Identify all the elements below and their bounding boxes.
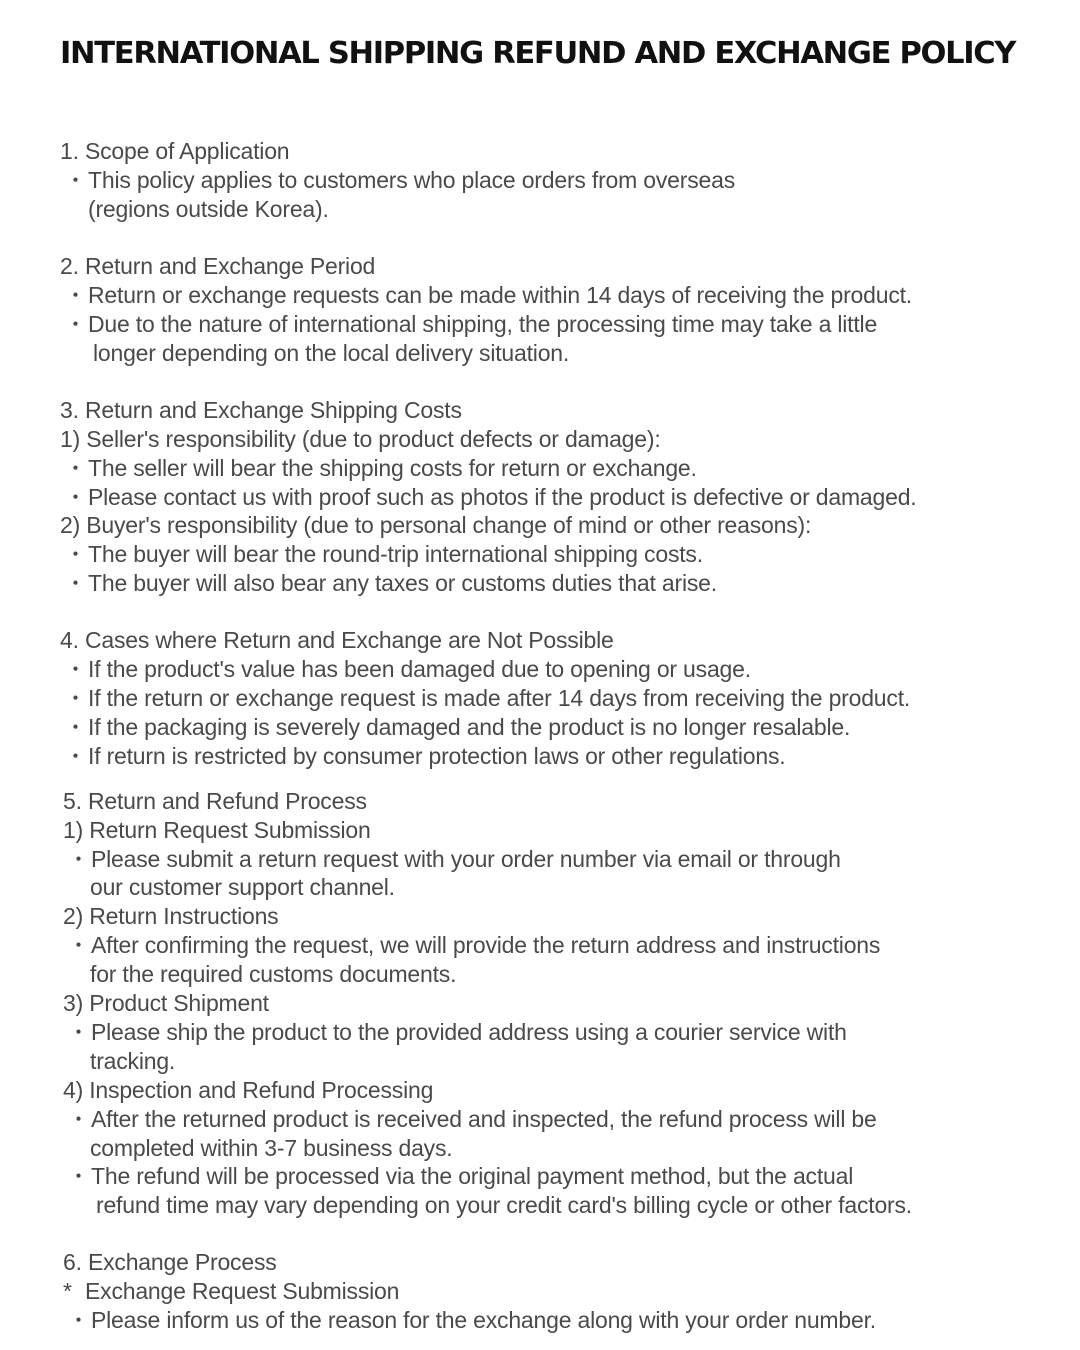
section-6-sub-heading <box>0 1277 1080 1306</box>
bullet-icon: ・ <box>67 845 90 872</box>
bullet-text: If the product's value has been damaged due to opening or usage. <box>88 656 751 683</box>
bullet-text: If return is restricted by consumer protection laws or other regulations. <box>88 742 786 769</box>
section-2-bullet <box>0 281 1080 310</box>
bullet-icon: ・ <box>64 742 87 769</box>
bullet-icon: ・ <box>64 454 87 481</box>
bullet-icon: ・ <box>64 570 87 597</box>
section-3-bullet <box>0 454 1080 483</box>
bullet-text: The refund will be processed via the original payment method, but the actual <box>91 1163 854 1190</box>
bullet-icon: ・ <box>64 656 87 683</box>
section-4-heading: 4. Cases where Return and Exchange are Not Possible <box>60 627 614 654</box>
section-1-bullet-cont: (regions outside Korea). <box>88 195 329 222</box>
bullet-text: The seller will bear the shipping costs for return or exchange. <box>88 454 697 481</box>
section-1-bullet <box>0 166 1080 195</box>
bullet-text: This policy applies to customers who place orders from overseas <box>88 166 736 193</box>
section-5-sub-heading: 1) Return Request Submission <box>63 816 371 843</box>
asterisk-icon: * <box>63 1278 72 1305</box>
bullet-icon: ・ <box>67 1018 90 1045</box>
bullet-text: Please ship the product to the provided address using a courier service with <box>91 1018 847 1045</box>
page-title: INTERNATIONAL SHIPPING REFUND AND EXCHANGE POLICY <box>60 36 1016 71</box>
section-5-bullet-cont: for the required customs documents. <box>90 961 457 988</box>
bullet-text: The buyer will bear the round-trip international shipping costs. <box>88 541 703 568</box>
section-5-bullet-cont: completed within 3-7 business days. <box>90 1134 453 1161</box>
sub-heading-text: Exchange Request Submission <box>85 1278 400 1305</box>
section-5-bullet-cont: our customer support channel. <box>90 874 395 901</box>
bullet-text: If the packaging is severely damaged and the product is no longer resalable. <box>88 714 851 741</box>
bullet-text: If the return or exchange request is made after 14 days from receiving the product. <box>88 685 911 712</box>
section-3-bullet <box>0 483 1080 512</box>
section-5-sub-heading: 2) Return Instructions <box>63 903 279 930</box>
bullet-icon: ・ <box>64 281 87 308</box>
section-5-bullet-cont: refund time may vary depending on your credit card's billing cycle or other factors. <box>96 1192 912 1219</box>
section-6-bullet <box>0 1306 1080 1335</box>
bullet-icon: ・ <box>67 1105 90 1132</box>
bullet-icon: ・ <box>64 483 87 510</box>
bullet-icon: ・ <box>67 932 90 959</box>
section-5-sub-heading: 4) Inspection and Refund Processing <box>63 1076 434 1103</box>
section-2-bullet <box>0 310 1080 339</box>
bullet-icon: ・ <box>64 714 87 741</box>
bullet-icon: ・ <box>64 541 87 568</box>
section-2-bullet-cont: longer depending on the local delivery situation. <box>93 339 570 366</box>
section-1-heading: 1. Scope of Application <box>60 138 290 164</box>
section-3-bullet <box>0 540 1080 569</box>
section-3-bullet <box>0 569 1080 598</box>
bullet-icon: ・ <box>64 166 87 193</box>
bullet-text: After the returned product is received and inspected, the refund process will be <box>91 1105 877 1132</box>
section-3-heading: 3. Return and Exchange Shipping Costs <box>60 396 462 423</box>
section-3-sub-heading: 2) Buyer's responsibility (due to personal change of mind or other reasons): <box>60 512 812 539</box>
section-5-bullet <box>0 1105 1080 1134</box>
bullet-text: Return or exchange requests can be made within 14 days of receiving the product. <box>88 281 912 308</box>
section-4-bullet <box>0 713 1080 742</box>
section-4-bullet <box>0 684 1080 713</box>
section-2-heading: 2. Return and Exchange Period <box>60 252 376 279</box>
section-5-bullet <box>0 845 1080 874</box>
section-5-bullet <box>0 1018 1080 1047</box>
section-5-sub-heading: 3) Product Shipment <box>63 990 269 1017</box>
bullet-text: Due to the nature of international shipping, the processing time may take a little <box>88 310 878 337</box>
bullet-icon: ・ <box>64 310 87 337</box>
bullet-icon: ・ <box>64 685 87 712</box>
bullet-text: Please submit a return request with your order number via email or through <box>91 845 841 872</box>
section-5-bullet-cont: tracking. <box>90 1047 176 1074</box>
section-5-heading: 5. Return and Refund Process <box>63 787 367 814</box>
bullet-text: Please contact us with proof such as photos if the product is defective or damaged. <box>88 483 917 510</box>
bullet-icon: ・ <box>67 1163 90 1190</box>
bullet-text: After confirming the request, we will provide the return address and instructions <box>91 932 881 959</box>
policy-body <box>0 137 1080 1335</box>
section-5-bullet <box>0 1162 1080 1191</box>
section-3-sub-heading: 1) Seller's responsibility (due to product defects or damage): <box>60 425 661 452</box>
section-4-bullet <box>0 655 1080 684</box>
bullet-icon: ・ <box>67 1307 90 1334</box>
section-6-heading: 6. Exchange Process <box>63 1249 277 1276</box>
section-5-bullet <box>0 931 1080 960</box>
bullet-text: Please inform us of the reason for the exchange along with your order number. <box>91 1307 876 1334</box>
bullet-text: The buyer will also bear any taxes or customs duties that arise. <box>88 570 717 597</box>
section-4-bullet <box>0 742 1080 771</box>
